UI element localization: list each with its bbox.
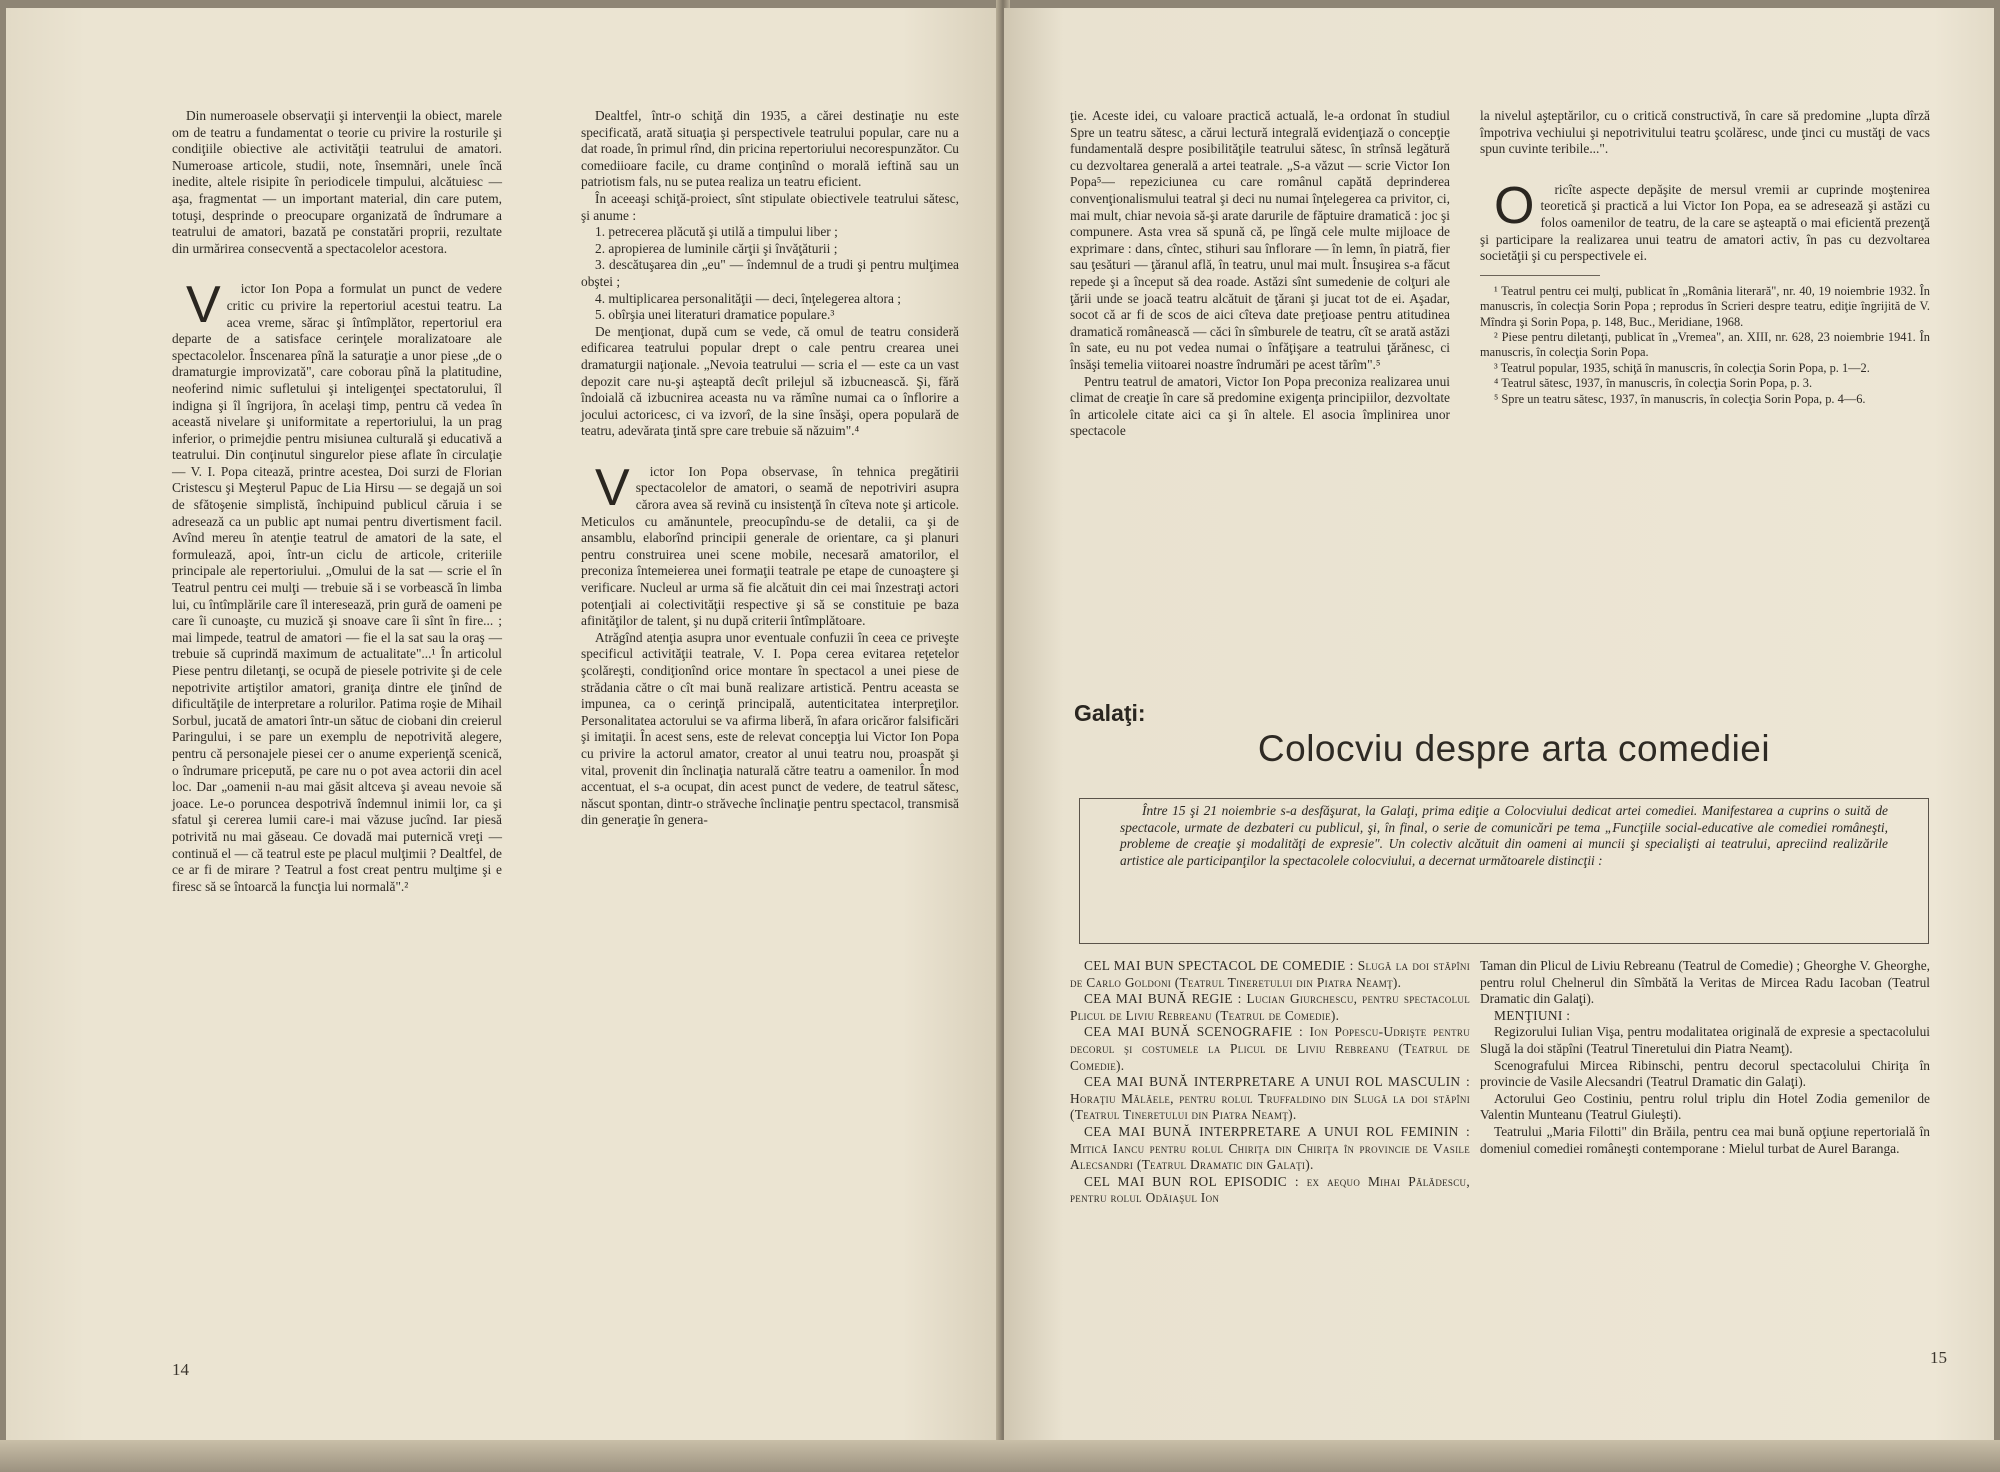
award-entry: Taman din Plicul de Liviu Rebreanu (Teatrul de Comedie) ; Gheorghe V. Gheorghe, pentru rolul Chelnerul din Sîmbătă la Veritas de Mircea Radu Iacoban (Teatrul Dramatic din Galaţi). — [1480, 958, 1930, 1007]
paragraph: Atrăgînd atenţia asupra unor eventuale confuzii în ceea ce priveşte specificul activităţii teatrale, V. I. Popa cerea evitarea reţetelor şcolăreşti, condiţionînd orice montare în spectacol a unei piese de strădania către o cît mai bună realizare artistică. Pentru aceasta se impunea, ca o cerinţă principală, autenticitatea interpreţilor. Personalitatea actorului se va afirma liberă, în afara oricăror falsificări şi imitaţii. În acest sens, este de relevat concepţia lui Victor Ion Popa cu privire la actorul amator, creator al unui teatru nou, proaspăt şi vital, provenit din înclinaţia naturală către teatru a oamenilor. În mod accentuat, el s-a ocupat, din acest punct de vedere, de teatrul sătesc, născut spontan, dintr-o străveche înclinaţie pentru spectacol, transmisă din generaţie în genera- — [581, 629, 959, 828]
footnote: ⁵ Spre un teatru sătesc, 1937, în manuscris, în colecţia Sorin Popa, p. 4—6. — [1494, 391, 1866, 406]
paragraph: Dealtfel, într-o schiţă din 1935, a cărei destinaţie nu este specificată, arată situaţia şi perspectivele teatrului popular, care nu a dat roade, în primul rînd, din pricina repertoriului necorespunzător. Cu comediioare facile, cu drame conţinînd o morală ieftină sau un patriotism fals, nu se putea realiza un teatru eficient. — [581, 108, 959, 190]
award-entry: CEA MAI BUNĂ REGIE : Lucian Giurchescu, pentru spectacolul Plicul de Liviu Rebreanu (Teatrul de Comedie). — [1070, 991, 1470, 1023]
right-page — [1004, 8, 1994, 1460]
article-intro-box — [1079, 798, 1929, 944]
awards-column-1 — [1070, 958, 1470, 1207]
drop-cap-letter: V — [186, 276, 221, 335]
footnote-rule — [1480, 275, 1600, 276]
paragraph: De menţionat, după cum se vede, că omul de teatru consideră edificarea teatrului popular drept o cale pentru crearea unei dramaturgii naţionale. „Nevoia teatrului — scria el — este ca un vast depozit care nu-şi aşteaptă decît prilejul să izbucnească. Şi, fără îndoială că izbucnirea aceasta nu va rămîne numai ca o înflorire a jocului actoricesc, ci va izvorî, de la sine însăşi, opera populară de teatru, adevărata ţintă spre care trebuie să năzuim".⁴ — [581, 323, 959, 439]
paragraph-text: ricîte aspecte depăşite de mersul vremii ar cuprinde moştenirea teoretică şi practică a lui Victor Ion Popa, ea se adresează şi astăzi cu folos oamenilor de teatru, de la care se aşteaptă o mai eficientă prezenţă şi participare la realizarea unui teatru de amatori activ, în pas cu dezvoltarea societăţii şi cu perspectivele ei. — [1480, 181, 1930, 264]
paragraph: Din numeroasele observaţii şi intervenţii la obiect, marele om de teatru a fundamentat o teorie cu privire la rosturile şi condiţiile obiective ale activităţii teatrului de amatori. Numeroase articole, studii, note, însemnări, unele încă inedite, altele risipite în periodicele timpului, alcătuiesc — aşa, fragmentat — un important material, din care putem, totuşi, desprinde o preocupare organizată de îndrumare a teatrului de amatori, bazată pe constatări proprii, rezultate din urmărirea consecventă a spectacolelor acestora. — [172, 108, 502, 256]
mentions-heading: MENŢIUNI : — [1494, 1007, 1571, 1023]
paragraph-dropcap — [172, 276, 502, 895]
award-entry: CEA MAI BUNĂ SCENOGRAFIE : Ion Popescu-Udrişte pentru decorul şi costumele la Plicul de Liviu Rebreanu (Teatrul de Comedie). — [1070, 1024, 1470, 1073]
paragraph: la nivelul aşteptărilor, cu o critică constructivă, în care să predomine „lupta dîrză împotriva vechiului şi nepotrivitului teatru şcolăresc, unde ţinci cu mustăţi de vacs spun cuvinte teribile...". — [1480, 108, 1930, 157]
intro-text: Între 15 şi 21 noiembrie s-a desfăşurat, la Galaţi, prima ediţie a Colocviului dedicat artei comediei. Manifestarea a cuprins o suită de spectacole, urmate de dezbateri cu publicul, şi, în final, o serie de comunicări pe tema „Funcţiile social-educative ale comediei româneşti, probleme de creaţie şi modalităţi de expresie". Un colectiv alcătuit din oameni ai muncii şi specialişti ai teatrului, apreciind realizările artistice ale participanţilor la spectacolele colocviului, a decernat următoarele distincţii : — [1120, 803, 1888, 868]
article-headline: Colocviu despre arta comediei — [1257, 728, 1771, 769]
paragraph-text: ictor Ion Popa observase, în tehnica pregătirii spectacolelor de amatori, o seamă de nepotriviri asupra cărora avea să revină cu insistenţă în cîteva note şi articole. Meticulos cu amănuntele, preocupîndu-se de detalii, ca şi de ansamblu, elaborînd principii generale de orientare, ca şi planuri pentru construirea unei scene mobile, necesară amatorilor, el preconiza întemeierea unei formaţii teatrale pe etape de cunoaştere şi verificare. Nucleul ar urma să fie alcătuit din cei mai înzestraţi actori potenţiali ai colectivităţii respective şi să se constituie pe baza afinităţilor de talent, şi nu după criterii întîmplătoare. — [581, 463, 959, 629]
award-entry: CEL MAI BUN ROL EPISODIC : ex aequo Mihai Pălădescu, pentru rolul Odăiaşul Ion — [1070, 1173, 1470, 1206]
list-item: 1. petrecerea plăcută şi utilă a timpului liber ; — [595, 224, 838, 240]
left-page — [6, 8, 1002, 1460]
paragraph: Pentru teatrul de amatori, Victor Ion Popa preconiza realizarea unui climat de creaţie în care să predomine exigenţa principiilor, dezvoltate în articolele citate aici ca şi în altele. El asocia împlinirea unor spectacole — [1070, 373, 1450, 439]
award-entry: CEL MAI BUN SPECTACOL DE COMEDIE : Slugă la doi stăpîni de Carlo Goldoni (Teatrul Tineretului din Piatra Neamţ). — [1070, 958, 1470, 990]
mention-entry: Teatrului „Maria Filotti" din Brăila, pentru cea mai bună opţiune repertorială în domeniul comediei româneşti contemporane : Mielul turbat de Aurel Baranga. — [1480, 1123, 1930, 1156]
right-page-column-1 — [1070, 108, 1450, 440]
awards-column-2 — [1480, 958, 1930, 1157]
paragraph-text: ictor Ion Popa a formulat un punct de vedere critic cu privire la repertoriul acestui teatru. La acea vreme, sărac şi întîmplător, repertoriul era departe de a satisface cerinţele moralizatoare ale spectacolelor. Înscenarea pînă la saturaţie a unor piese „de o dramaturgie improvizată", care coborau pînă la platitudine, neoferind nimic sufletului şi inteligenţei spectatorului, îl indigna şi îl îngrijora, în acelaşi timp, pentru că vedea în această nivelare şi uniformitate a repertoriului, la un prag inferior, o primejdie pentru misiunea culturală şi educativă a teatrului. Din conţinutul singurelor piese aflate în circulaţie — V. I. Popa citează, printre acestea, Doi surzi de Florian Cristescu şi Meşterul Papuc de Lia Hirsu — se degajă un soi de sfătoşenie simplistă, închipuind publicul căruia i se adresează ca un public apt numai pentru divertisment facil. Avînd mereu în atenţie teatrul de amatori de la sate, el formulează, apoi, într-un ciclu de articole, criteriile principale ale repertoriului. „Omului de la sat — scrie el în Teatrul pentru cei mulţi — trebuie să i se vorbească în limba lui, cu întîmplările care îl interesează, prin gură de oameni pe care îi cunoaşte, cu muzică şi snoave care îi sînt în fire... ; mai limpede, teatrul de amatori — fie el la sat sau la oraş — trebuie să cuprindă maximum de actualitate"...¹ În articolul Piese pentru diletanţi, se ocupă de piesele potrivite şi de cele nepotrivite artiştilor amatori, graniţa dintre ele ţinînd de dificultăţile de interpretare a rolurilor. Patima roşie de Mihail Sorbul, jucată de amatori într-un sătuc de ciobani din creierul Paringului, i se pare un exemplu de nepotrivită alegere, pentru că personajele piesei cer o anume experienţă scenică, o îndrumare pricepută, pe care nu o pot avea actorii din acel loc. Dar „oamenii n-au mai găsit altceva şi aveau nevoie să joace. Le-o poruncea despotrivă îndemnul inimii lor, ca şi sfatul şi cererea lumii care-i mai văzuse jucînd. Iar piesă potrivită nu mai găseau. Ce dovadă mai puternică vreţi — continuă el — că teatrul este pe placul mulţimii ? Dealtfel, de ce ar fi de mirare ? Teatrul a fost creat pentru mulţime şi e firesc să se întoarcă la funcţia lui normală".² — [172, 281, 502, 894]
list-item: 4. multiplicarea personalităţii — deci, înţelegerea altora ; — [595, 290, 901, 306]
list-item: 3. descătuşarea din „eu" — îndemnul de a trudi şi pentru mulţimea obştei ; — [581, 257, 959, 289]
footnote: ³ Teatrul popular, 1935, schiţă în manuscris, în colecţia Sorin Popa, p. 1—2. — [1494, 360, 1870, 375]
paragraph: În aceeaşi schiţă-proiect, sînt stipulate obiectivele teatrului sătesc, şi anume : — [581, 190, 959, 223]
section-city-label: Galaţi: — [1074, 700, 1146, 726]
list-item: 5. obîrşia unei literaturi dramatice populare.³ — [595, 307, 835, 323]
mention-entry: Actorului Geo Costiniu, pentru rolul triplu din Hotel Zodia gemenilor de Valentin Munteanu (Teatrul Giuleşti). — [1480, 1090, 1930, 1123]
right-page-column-2 — [1480, 108, 1930, 407]
book-bottom-edge — [0, 1440, 2000, 1472]
drop-cap-letter: V — [595, 458, 630, 517]
drop-cap-letter: O — [1494, 176, 1535, 235]
page-number: 14 — [172, 1360, 189, 1379]
paragraph-dropcap — [1480, 176, 1930, 265]
page-number: 15 — [1930, 1348, 1947, 1367]
award-entry: CEA MAI BUNĂ INTERPRETARE A UNUI ROL FEMININ : Mitică Iancu pentru rolul Chiriţa din Chiriţa în provincie de Vasile Alecsandri (Teatrul Dramatic din Galaţi). — [1070, 1123, 1470, 1173]
list-item: 2. apropierea de luminile cărţii şi învăţăturii ; — [595, 240, 838, 256]
mention-entry: Regizorului Iulian Vişa, pentru modalitatea originală de expresie a spectacolului Slugă la doi stăpîni (Teatrul Tineretului din Piatra Neamţ). — [1480, 1024, 1930, 1056]
left-page-column-1 — [172, 108, 502, 895]
paragraph-dropcap — [581, 458, 959, 630]
paragraph: ţie. Aceste idei, cu valoare practică actuală, le-a ordonat în studiul Spre un teatru sătesc, a cărui lectură integrală evidenţiază o concepţie fundamentală despre posibilităţile teatrului sătesc, în strînsă legătură cu dezvoltarea generală a artei teatrale. „S-a văzut — scrie Victor Ion Popa⁵— repeziciunea cu care românul capătă deprinderea convenţionalismului teatral şi deci nu numai înţelegerea ca privitor, ci, mai mult, chiar nevoia să-şi arate darurile de făptuire dramatică : joc şi compunere. Asta vrea să spună că, pe lîngă cele multe mijloace de exprimare : dans, cîntec, stihuri sau înflorare — în lemn, în piatră, fier sau ţesături — ţăranul află, în teatru, unul mai mult. Însuşirea s-a făcut repede şi a început să dea roade. Astăzi sînt sumedenie de colţuri ale ţării unde se joacă teatru alcătuit de ţărani şi jucat tot de ei. Aşadar, socot că ar fi de scos de aici cîteva date preţioase pentru atitudinea dramatică românească — căci în sîmburele de teatru, cît se arată astăzi în sate, eu nu pot vedea numai o înfăţişare a teatrului ţărănesc, ci însăşi temelia viitoarei noastre îndrumări pe acest tărîm".⁵ — [1070, 108, 1450, 372]
award-entry: CEA MAI BUNĂ INTERPRETARE A UNUI ROL MASCULIN : Horaţiu Mălăele, pentru rolul Truffaldino din Slugă la doi stăpîni (Teatrul Tineretului din Piatra Neamţ). — [1070, 1074, 1470, 1123]
left-page-column-2 — [581, 108, 959, 829]
mention-entry: Scenografului Mircea Ribinschi, pentru decorul spectacolului Chiriţa în provincie de Vasile Alecsandri (Teatrul Dramatic din Galaţi). — [1480, 1057, 1930, 1090]
footnote: ¹ Teatrul pentru cei mulţi, publicat în „România literară", nr. 40, 19 noiembrie 1932. În manuscris, în colecţia Sorin Popa ; reprodus în Scrieri despre teatru, ediţie îngrijită de V. Mîndra şi Sorin Popa, p. 148, Buc., Meridiane, 1968. — [1480, 283, 1930, 329]
footnote: ² Piese pentru diletanţi, publicat în „Vremea", an. XIII, nr. 628, 23 noiembrie 1941. În manuscris, în colecţia Sorin Popa. — [1480, 329, 1930, 360]
footnote: ⁴ Teatrul sătesc, 1937, în manuscris, în colecţia Sorin Popa, p. 3. — [1494, 376, 1813, 391]
